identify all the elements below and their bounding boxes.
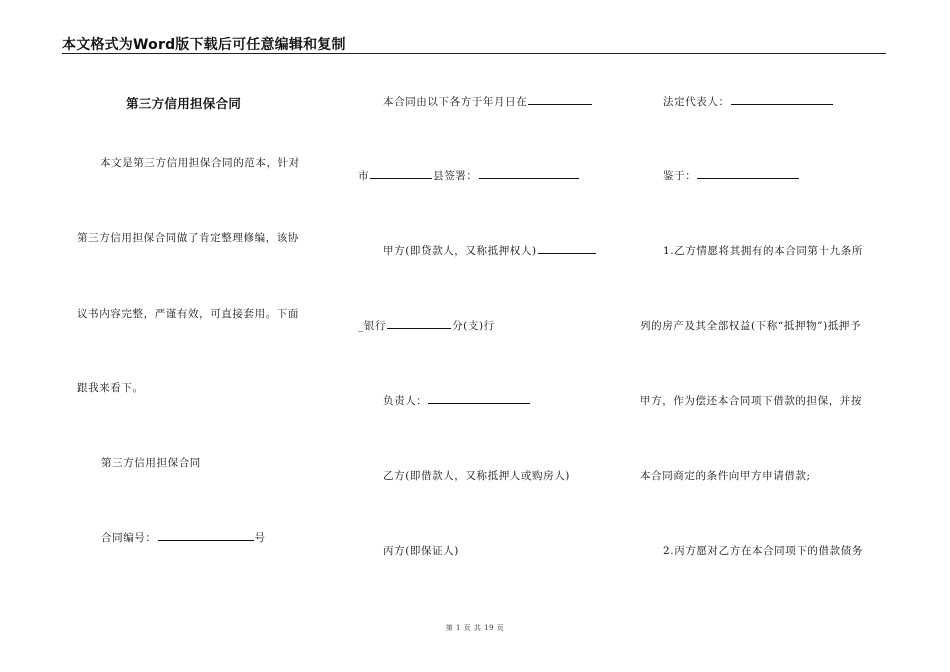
intro-line-4: 跟我来看下。 xyxy=(77,382,144,394)
party-b-line: 乙方(即借款人，又称抵押人或购房人) xyxy=(383,470,570,482)
intro-line-1: 本文是第三方信用担保合同的范本，针对 xyxy=(100,157,300,169)
contract-number-line xyxy=(101,530,266,545)
responsible-person-blank xyxy=(428,393,530,404)
document-title: 第三方信用担保合同 xyxy=(126,96,242,111)
contract-number-blank xyxy=(158,530,254,541)
clause-1-line-3: 甲方，作为偿还本合同项下借款的担保，并按 xyxy=(640,395,862,407)
subtitle: 第三方信用担保合同 xyxy=(101,457,201,469)
bank-label: _银行 xyxy=(358,320,387,332)
intro-line-3: 议书内容完整，严谨有效，可直接套用。下面 xyxy=(77,308,299,320)
city-label: 市 xyxy=(358,170,370,182)
clause-1-line-1: 1.乙方情愿将其拥有的本合同第十九条所 xyxy=(663,245,863,257)
document-banner: 本文格式为Word版下载后可任意编辑和复制 xyxy=(62,37,346,53)
county-blank xyxy=(479,168,579,179)
responsible-person-line xyxy=(383,393,531,408)
bank-branch-blank xyxy=(387,318,451,329)
signing-line xyxy=(383,94,593,109)
contract-number-label: 合同编号： xyxy=(101,532,157,544)
party-c-line: 丙方(即保证人) xyxy=(383,545,459,557)
branch-label: 分(支)行 xyxy=(452,320,495,332)
intro-line-2: 第三方信用担保合同做了肯定整理修编，该协 xyxy=(77,232,299,244)
party-a-line xyxy=(383,243,597,258)
whereas-line xyxy=(663,168,800,183)
party-a-label: 甲方(即贷款人，又称抵押权人) xyxy=(383,245,537,257)
signing-text: 本合同由以下各方于年月日在 xyxy=(383,96,528,108)
party-a-blank xyxy=(538,243,596,254)
page-number: 第 1 页 共 19 页 xyxy=(445,624,505,632)
whereas-label: 鉴于： xyxy=(663,170,697,182)
county-label: 县签署： xyxy=(433,170,478,182)
clause-1-line-4: 本合同商定的条件向甲方申请借款; xyxy=(640,470,811,482)
city-blank xyxy=(370,168,432,179)
signing-place-blank xyxy=(528,94,592,105)
city-county-line xyxy=(358,168,580,183)
responsible-person-label: 负责人： xyxy=(383,395,428,407)
legal-rep-line xyxy=(663,94,834,109)
clause-1-line-2: 列的房产及其全部权益(下称“抵押物”)抵押予 xyxy=(640,320,862,332)
bank-line xyxy=(358,318,495,333)
header-divider xyxy=(62,53,886,54)
legal-rep-blank xyxy=(731,94,833,105)
legal-rep-label: 法定代表人： xyxy=(663,96,730,108)
clause-2-line-1: 2.丙方愿对乙方在本合同项下的借款债务 xyxy=(663,545,863,557)
contract-number-suffix: 号 xyxy=(254,532,266,544)
whereas-blank xyxy=(697,168,799,179)
